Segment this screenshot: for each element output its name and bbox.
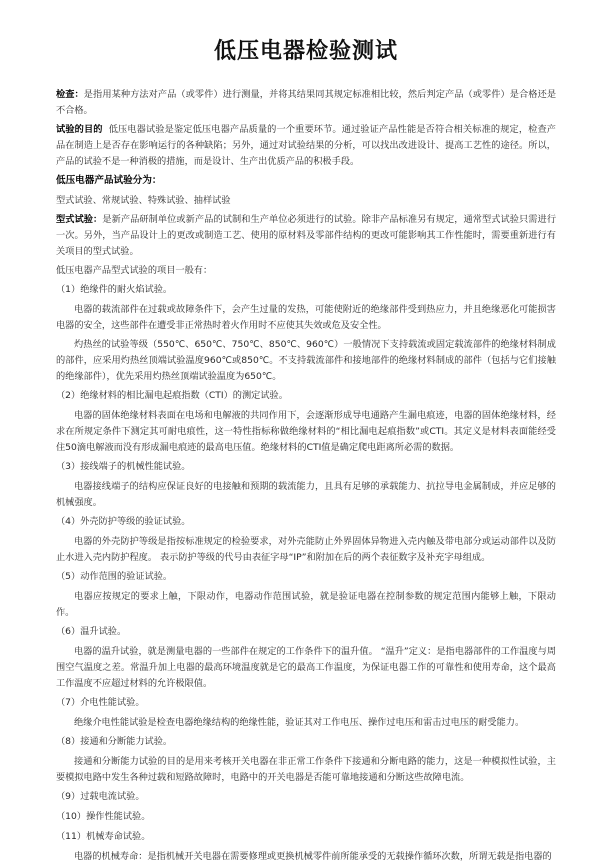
test-item-heading: （2）绝缘材料的相比漏电起痕指数（CTI）的测定试验。 [56,390,288,401]
test-item-heading: （5）动作范围的验证试验。 [56,571,173,582]
intro-paragraph [56,87,556,119]
test-item-heading: （10）操作性能试验。 [56,811,151,822]
test-item-paragraph: 接通和分断能力试验的目的是用来考核开关电器在非正常工作条件下接通和分断电路的能力，这是一种模拟性试验，主要模拟电路中发生各种过载和短路故障时，电路中的开关电器是否能可靠地接通和分断这些故障电流。 [56,756,556,783]
type-test-text: 是新产品研制单位或新产品的试制和生产单位必须进行的试验。除非产品标准另有规定，通常型式试验只需进行一次。另外，当产品设计上的更改或制造工艺、使用的原材料及零部件结构的更改可能影响其工作性能时，需要重新进行有关项目的型式试验。 [56,214,557,257]
classification-list: 型式试验、常规试验、特殊试验、抽样试验 [56,195,231,206]
type-test-paragraph [56,212,556,260]
purpose-text: 低压电器试验是鉴定低压电器产品质量的一个重要环节。通过验证产品性能是否符合相关标准的规定，检查产品在制造上是否存在影响运行的各种缺陷；另外，通过对试验结果的分析，可以找出改进设计、提高工艺性的途径。所以，产品的试验不是一种消极的措施，而是设计、生产出优质产品的积极手段。 [56,124,556,167]
test-item-heading: （4）外壳防护等级的验证试验。 [56,516,191,527]
document-title: 低压电器检验测试 [213,38,398,64]
test-item-paragraph: 电器的外壳防护等级是指按标准规定的检验要求，对外壳能防止外界固体异物进入壳内触及带电部分或运动部件以及防止水进入壳内防护程度。 表示防护等级的代号由表征字母“IP”和附加在后的两个表征数字及补充字母组成。 [56,536,556,563]
test-item-paragraph: 电器的温升试验，就是测量电器的一些部件在规定的工作条件下的温升值。 “温升”定义：是指电器部件的工作温度与周围空气温度之差。常温升加上电器的最高环境温度就是它的最高工作温度，为保证电器工作的可靠性和使用寿命，这个最高工作温度不应超过材料的允许极限值。 [56,646,556,689]
test-item-paragraph: 灼热丝的试验等级（550℃、650℃、750℃、850℃、960℃）一般情况下支持载流或固定载流部件的绝缘材料制成的部件，应采用灼热丝顶端试验温度960℃或850℃。不支持载流部件和接地部件的绝缘材料制成的部件（包括与它们接触的绝缘部件），优先采用灼热丝顶端试验温度为650℃。 [56,339,556,382]
common-items-intro: 低压电器产品型式试验的项目一般有： [56,265,213,276]
test-item-paragraph: 电器的载流部件在过载或故障条件下，会产生过量的发热，可能使附近的绝缘部件受到热应力，并且绝缘恶化可能损害电器的安全，这些部件在遭受非正常热时着火作用时不应使其失效或危及安全性。 [56,304,556,331]
purpose-label: 试验的目的 [56,124,103,135]
test-item-paragraph: 电器的固体绝缘材料表面在电场和电解液的共同作用下，会逐渐形成导电通路产生漏电痕迹，电器的固体绝缘材料，经求在所规定条件下测定其可耐电痕性，这一特性指标称做绝缘材料的“相比漏电起痕指数”或CTI。其定义是材料表面能经受住50滴电解液而没有形成漏电痕迹的最高电压值。绝缘材料的CTI值是确定爬电距离所必需的数据。 [56,410,556,453]
test-item-paragraph: 电器接线端子的结构应保证良好的电接触和预期的载流能力，且具有足够的承载能力、抗拉导电金属制成，并应足够的机械强度。 [56,481,556,508]
test-item-heading: （11）机械寿命试验。 [56,831,151,842]
intro-text: 是指用某种方法对产品（或零件）进行测量，并将其结果同其规定标准相比较，然后判定产品（或零件）是合格还是不合格。 [56,89,557,116]
test-item-paragraph: 电器应按规定的要求上触，下限动作，电器动作范围试验，就是验证电器在控制参数的规定范围内能够上触，下限动作。 [56,591,556,618]
test-item-heading: （8）接通和分断能力试验。 [56,736,173,747]
test-item-heading: （6）温升试验。 [56,626,127,637]
type-test-label: 型式试验： [56,214,103,225]
test-item-heading: （7）介电性能试验。 [56,697,145,708]
intro-label: 检查： [56,89,84,100]
test-item-paragraph: 电器的机械寿命：是指机械开关电器在需要修理或更换机械零件前所能承受的无载操作循环次数，所谓无载是指电器的 [74,851,552,862]
test-item-paragraph: 绝缘介电性能试验是检查电器绝缘结构的绝缘性能，验证其对工作电压、操作过电压和雷击过电压的耐受能力。 [74,717,525,728]
test-item-list [56,282,556,865]
test-item-heading: （1）绝缘件的耐火焰试验。 [56,284,173,295]
purpose-paragraph [56,122,556,170]
test-item-heading: （3）接线端子的机械性能试验。 [56,461,191,472]
classification-heading: 低压电器产品试验分为： [56,175,162,186]
test-item-heading: （9）过载电流试验。 [56,791,145,802]
